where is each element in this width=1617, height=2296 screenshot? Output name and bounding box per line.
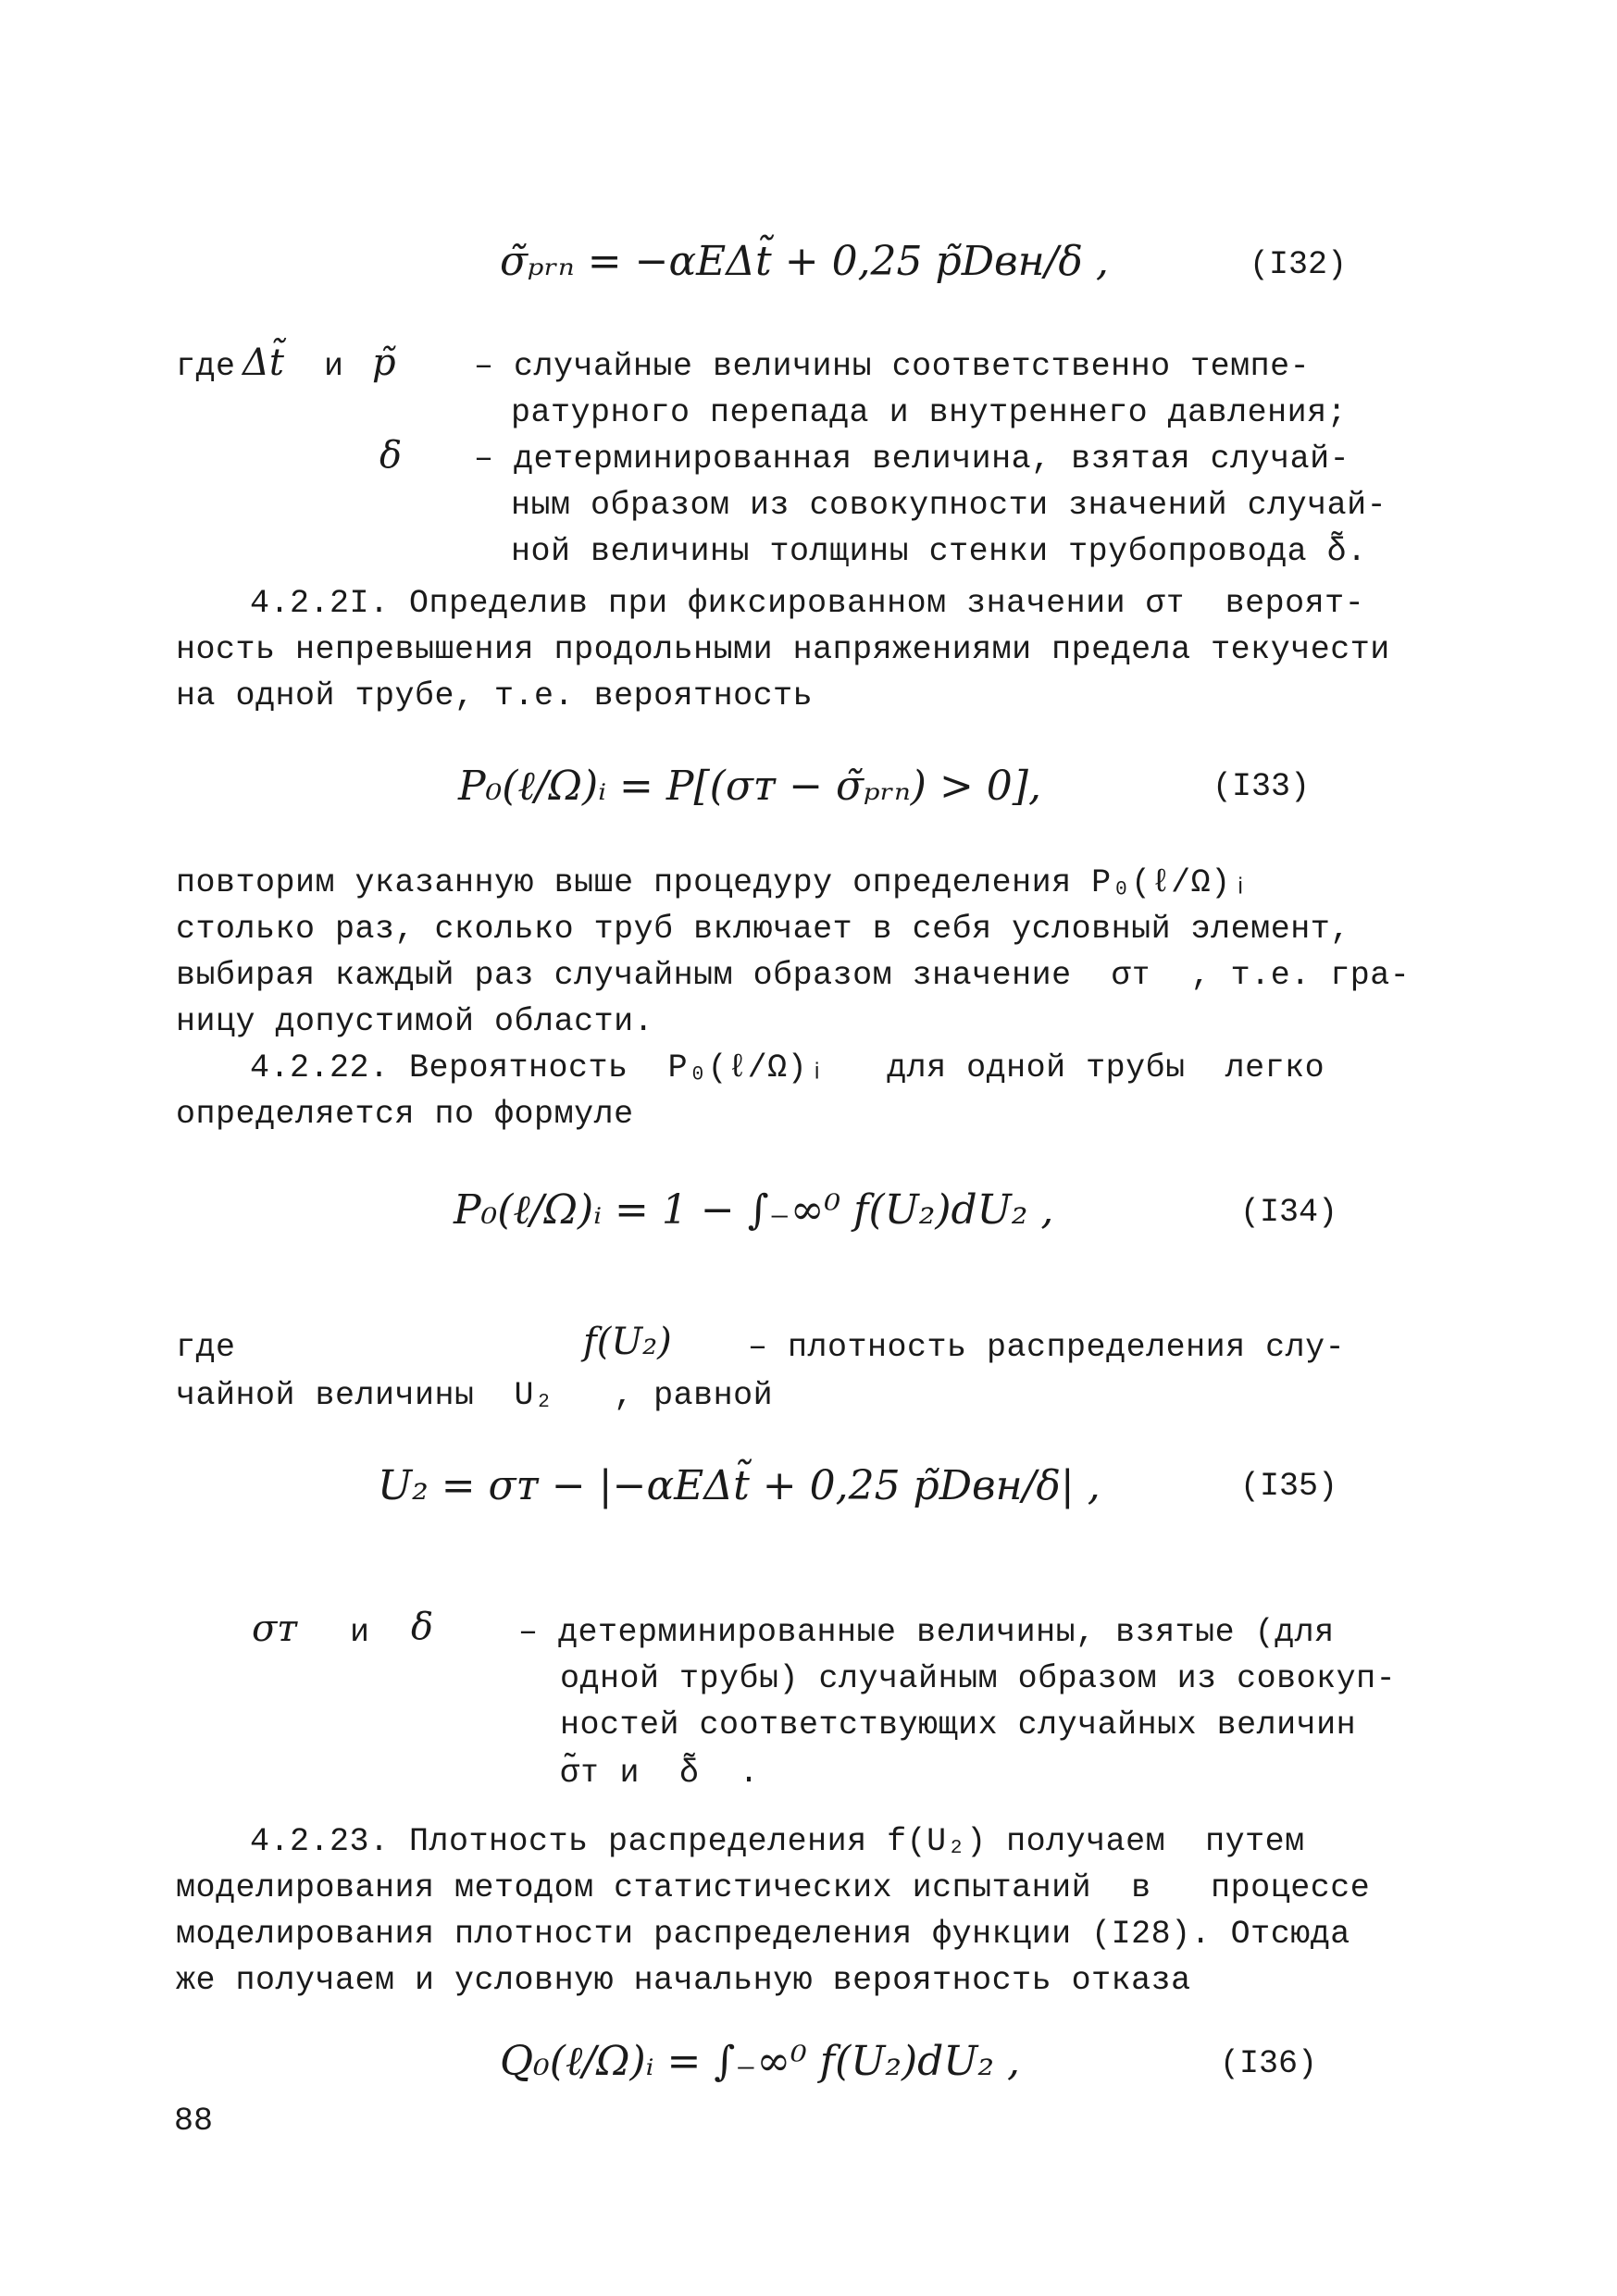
para-4221-line-3: на одной трубе, т.е. вероятность xyxy=(176,677,814,714)
formula-132: σ̃ₚᵣₙ = −αEΔt̃ + 0,25 p̃Dвн/δ , xyxy=(500,238,1109,285)
symbol-delta: δ xyxy=(379,434,403,477)
equation-number-136: (I36) xyxy=(1220,2045,1318,2082)
symbol-sigma-t: σᴛ xyxy=(252,1607,298,1650)
para-4223-line-3: моделирования плотности распределения функции (I28). Отсюда xyxy=(176,1916,1350,1953)
where-label-2: где xyxy=(176,1329,236,1366)
para-4221-line-1: 4.2.2I. Определив при фиксированном значении σᴛ вероят- xyxy=(250,585,1365,622)
para-4222-line-2: определяется по формуле xyxy=(176,1096,634,1133)
def-sigma-delta-line-3: ностей соответствующих случайных величин xyxy=(560,1706,1357,1744)
equation-number-134: (I34) xyxy=(1240,1194,1338,1231)
def-dt-p-line-2: ратурного перепада и внутреннего давления; xyxy=(511,394,1348,431)
para-4221-line-2: ность непревышения продольными напряжениями предела текучести xyxy=(176,631,1390,668)
and-label: и xyxy=(324,348,344,385)
formula-134: P₀(ℓ/Ω)ᵢ = 1 − ∫₋∞⁰ f(U₂)dU₂ , xyxy=(454,1186,1054,1234)
def-delta-line-2: ным образом из совокупности значений случай- xyxy=(511,487,1387,524)
para-4222-line-1: 4.2.22. Вероятность P₀(ℓ/Ω)ᵢ для одной трубы легко xyxy=(250,1049,1325,1086)
para-4223-line-4: же получаем и условную начальную вероятность отказа xyxy=(176,1962,1191,1999)
formula-136: Q₀(ℓ/Ω)ᵢ = ∫₋∞⁰ f(U₂)dU₂ , xyxy=(500,2038,1020,2085)
def-f-u2-line-2: чайной величины U₂ , равной xyxy=(176,1377,774,1414)
where-label: где xyxy=(176,348,236,385)
symbol-p: p̃ xyxy=(372,341,396,384)
para-repeat-line-3: выбирая каждый раз случайным образом значение σᴛ , т.е. гра- xyxy=(176,957,1411,994)
def-sigma-delta-line-4: σ̃ᴛ и δ̃ . xyxy=(560,1755,760,1792)
def-f-u2-line-1: – плотность распределения слу- xyxy=(748,1329,1346,1366)
page-number: 88 xyxy=(174,2103,214,2140)
def-sigma-delta-line-1: – детерминированные величины, взятые (для xyxy=(518,1614,1335,1651)
para-4223-line-2: моделирования методом статистических испытаний в процессе xyxy=(176,1869,1371,1906)
def-dt-p-line-1: – случайные величины соответственно темпе- xyxy=(474,348,1311,385)
def-delta-line-3: ной величины толщины стенки трубопровода δ̃. xyxy=(511,533,1367,570)
para-repeat-line-1: повторим указанную выше процедуру определения P₀(ℓ/Ω)ᵢ xyxy=(176,864,1251,901)
para-repeat-line-2: столько раз, сколько труб включает в себя условный элемент, xyxy=(176,911,1350,948)
para-4223-line-1: 4.2.23. Плотность распределения f(U₂) получаем путем xyxy=(250,1823,1305,1860)
equation-number-132: (I32) xyxy=(1250,246,1348,283)
and-label-2: и xyxy=(350,1614,370,1651)
formula-135: U₂ = σᴛ − |−αEΔt̃ + 0,25 p̃Dвн/δ| , xyxy=(378,1462,1101,1509)
equation-number-135: (I35) xyxy=(1240,1468,1338,1505)
def-sigma-delta-line-2: одной трубы) случайным образом из совокуп- xyxy=(560,1660,1397,1697)
para-repeat-line-4: ницу допустимой области. xyxy=(176,1003,654,1040)
symbol-f-u2: f(U₂) xyxy=(583,1321,672,1363)
symbol-delta-t: Δt̃ xyxy=(243,341,284,384)
equation-number-133: (I33) xyxy=(1213,768,1311,805)
def-delta-line-1: – детерминированная величина, взятая случай- xyxy=(474,441,1350,478)
symbol-delta-2: δ xyxy=(411,1606,434,1648)
formula-133: P₀(ℓ/Ω)ᵢ = P[(σᴛ − σ̃ₚᵣₙ) > 0], xyxy=(458,763,1041,810)
